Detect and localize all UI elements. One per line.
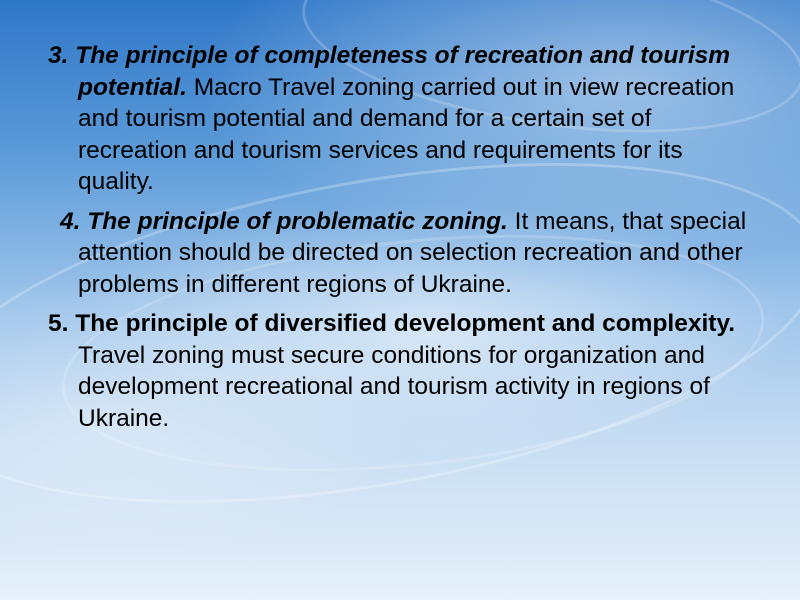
principle-5-title: 5. The principle of diversified development and complexity.: [48, 310, 736, 337]
principle-4-paragraph: [48, 206, 760, 301]
principle-4-body: It means, that special attention should be directed on selection recreation and other problems in different regions of Ukraine.: [78, 207, 747, 298]
principle-3-title: 3. The principle of completeness of recreation and tourism potential.: [48, 42, 731, 101]
slide-content: [48, 40, 760, 442]
principle-5-body: Travel zoning must secure conditions for organization and development recreational and tourism activity in regions of Ukraine.: [78, 341, 710, 432]
principle-5-paragraph: [48, 308, 760, 434]
principle-4-title: 4. The principle of problematic zoning.: [60, 207, 508, 235]
principle-3-body: Macro Travel zoning carried out in view recreation and tourism potential and demand for a certain set of recreation and tourism services and requirements for its quality.: [78, 73, 735, 195]
principle-3-paragraph: [48, 40, 760, 198]
